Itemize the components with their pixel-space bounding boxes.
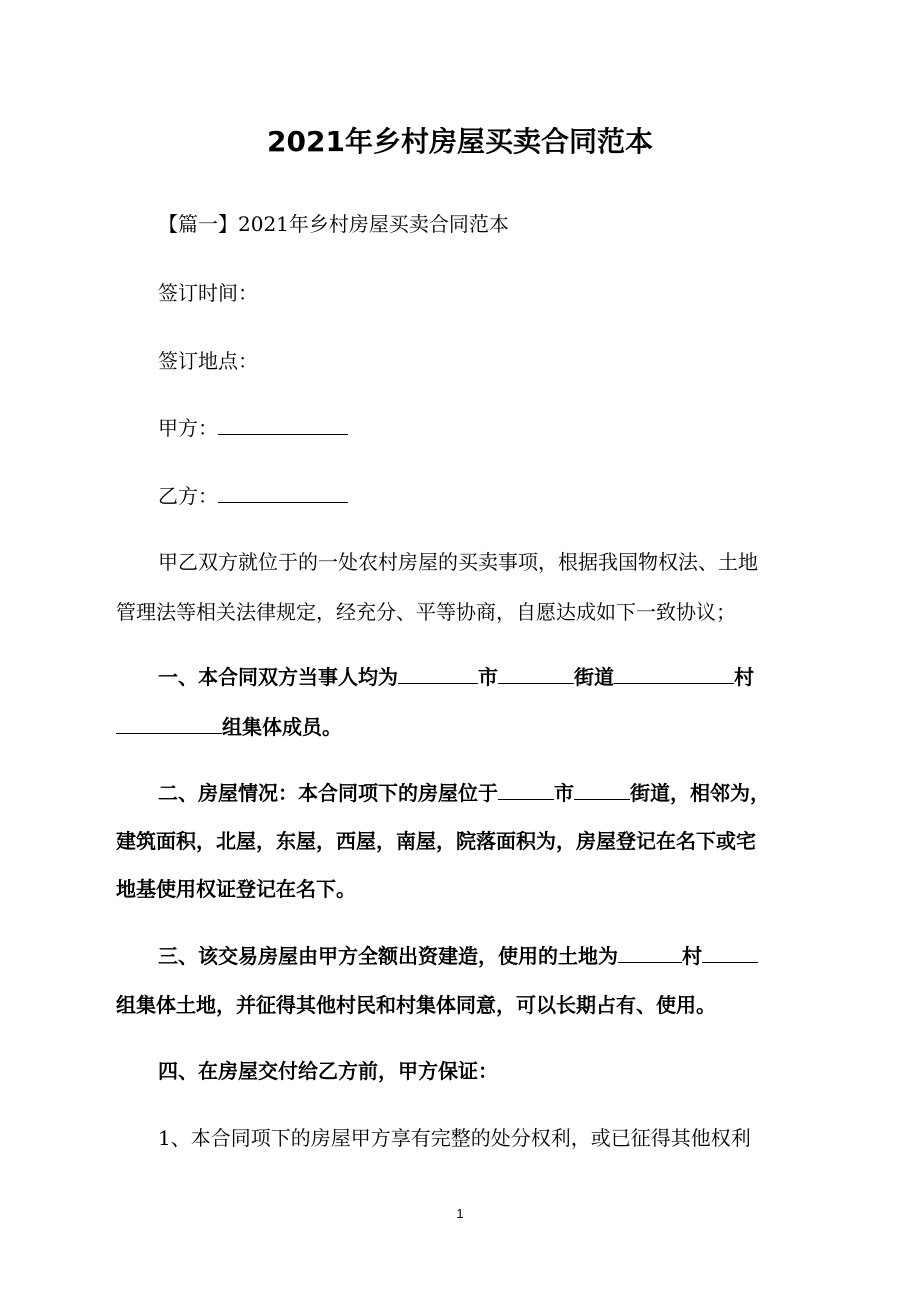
clause-3-line-1 bbox=[116, 940, 858, 972]
clause-1-line-2 bbox=[116, 711, 816, 743]
clause-1-text-c: 街道 bbox=[574, 665, 614, 689]
subtitle: 【篇一】2021年乡村房屋买卖合同范本 bbox=[158, 212, 509, 236]
clause-1-text-a: 一、本合同双方当事人均为 bbox=[158, 665, 398, 689]
land-group-blank bbox=[702, 942, 758, 963]
sign-time-field: 签订时间： bbox=[158, 281, 258, 305]
city-blank bbox=[398, 663, 478, 684]
clause-2-text-b: 市 bbox=[554, 781, 574, 805]
party-a-label: 甲方： bbox=[158, 416, 218, 440]
party-a-field bbox=[116, 412, 858, 444]
clause-1-line-1 bbox=[116, 661, 858, 693]
clause-2-line-3: 地基使用权证登记在名下。 bbox=[116, 877, 356, 901]
intro-line-2: 管理法等相关法律规定，经充分、平等协商，自愿达成如下一致协议； bbox=[116, 600, 736, 624]
clause-1-text-d: 村 bbox=[734, 665, 754, 689]
clause-2-text-a: 二、房屋情况：本合同项下的房屋位于 bbox=[158, 781, 498, 805]
document-title: 2021年乡村房屋买卖合同范本 bbox=[267, 125, 653, 158]
party-b-blank bbox=[218, 482, 348, 503]
clause-4-item-1: 1、本合同项下的房屋甲方享有完整的处分权利，或已征得其他权利 bbox=[158, 1126, 751, 1150]
clause-3-text-b: 村 bbox=[682, 944, 702, 968]
clause-1-text-b: 市 bbox=[478, 665, 498, 689]
land-village-blank bbox=[618, 942, 682, 963]
sign-place-field: 签订地点： bbox=[158, 349, 258, 373]
house-street-blank bbox=[574, 779, 630, 800]
clause-2-line-2: 建筑面积，北屋，东屋，西屋，南屋，院落面积为，房屋登记在名下或宅 bbox=[116, 829, 756, 853]
clause-3-line-2: 组集体土地，并征得其他村民和村集体同意，可以长期占有、使用。 bbox=[116, 993, 716, 1017]
clause-1-text-e: 组集体成员。 bbox=[222, 715, 342, 739]
street-blank bbox=[498, 663, 574, 684]
village-blank bbox=[614, 663, 734, 684]
clause-2-line-1 bbox=[116, 777, 858, 809]
clause-4-heading: 四、在房屋交付给乙方前，甲方保证： bbox=[158, 1059, 498, 1083]
intro-line-1: 甲乙双方就位于的一处农村房屋的买卖事项，根据我国物权法、土地 bbox=[158, 550, 758, 574]
party-a-blank bbox=[218, 414, 348, 435]
party-b-label: 乙方： bbox=[158, 484, 218, 508]
clause-2-text-c: 街道，相邻为， bbox=[630, 781, 770, 805]
party-b-field bbox=[116, 480, 858, 512]
group-blank bbox=[116, 713, 222, 734]
clause-3-text-a: 三、该交易房屋由甲方全额出资建造，使用的土地为 bbox=[158, 944, 618, 968]
page-number: 1 bbox=[456, 1206, 464, 1221]
house-city-blank bbox=[498, 779, 554, 800]
